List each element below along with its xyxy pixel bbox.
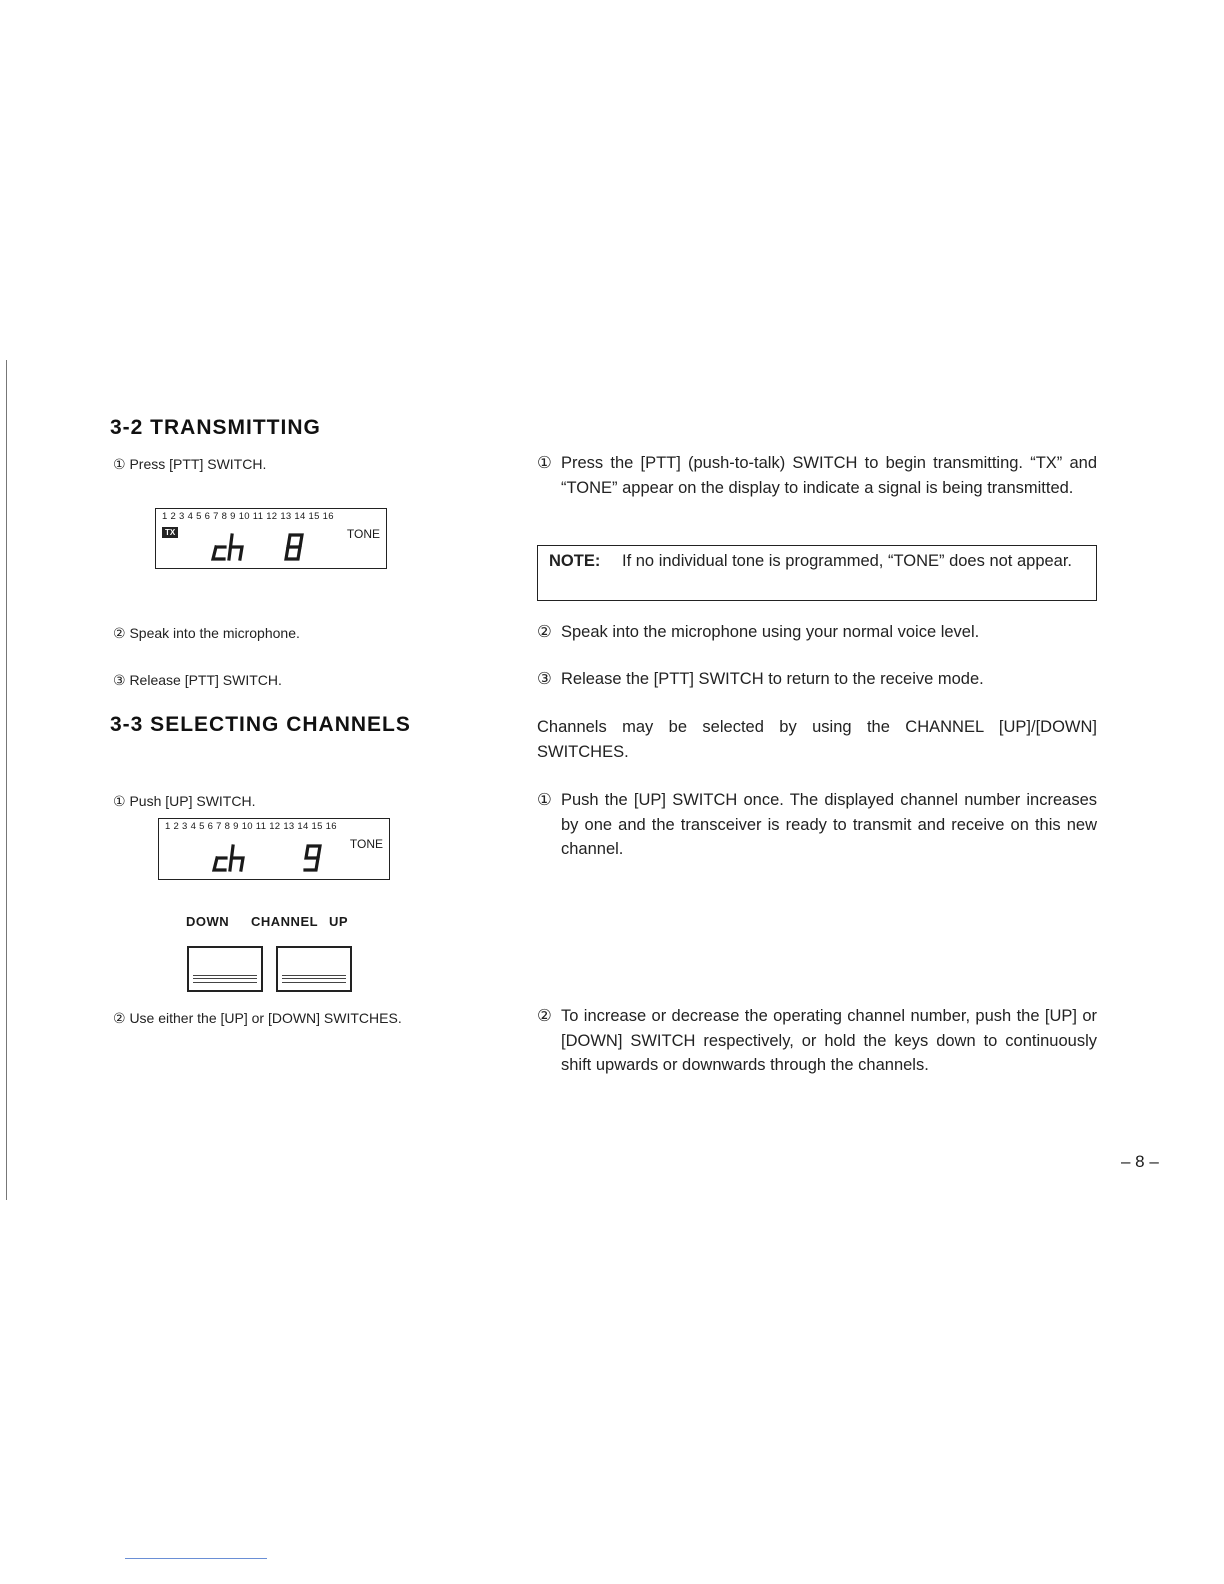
left-step-release: ③ Release [PTT] SWITCH. [113,672,282,688]
step-number: ② [537,623,552,641]
right-step-3-release [537,667,1097,692]
bottom-rule [125,1558,267,1559]
channel-label: CHANNEL [251,914,319,929]
right-step-2-speak [537,620,1097,645]
note-box [537,545,1097,601]
note-label: NOTE: [549,552,601,570]
down-label: DOWN [186,914,230,929]
step-text: Push the [UP] SWITCH once. The displayed channel number increases by one and the transceiver is ready to transmit and receive on this new channel. [561,791,1097,858]
switch-grip-lines [193,975,257,983]
step-number: ② [537,1007,552,1025]
step-number: ③ [537,670,552,688]
up-label: UP [329,914,349,929]
selecting-intro: Channels may be selected by using the CHANNEL [UP]/[DOWN] SWITCHES. [537,718,1097,761]
step-text: Speak into the microphone using your normal voice level. [561,623,980,641]
page-margin-line [6,360,7,1200]
tone-indicator: TONE [346,527,380,541]
lcd-readout-ch9 [159,819,389,879]
right-step-1-transmit [537,451,1097,500]
note-text: If no individual tone is programmed, “TONE” does not appear. [622,552,1073,570]
right-step-1-push-up [537,788,1097,862]
lcd-channel-numbers: 1 2 3 4 5 6 7 8 9 10 11 12 13 14 15 16 [165,821,337,832]
step-text: Press the [PTT] (push-to-talk) SWITCH to begin transmitting. “TX” and “TONE” appear on the display to indicate a signal is being transmitted. [561,454,1097,497]
up-switch-button[interactable] [276,946,352,992]
section-title-transmitting: 3-2 TRANSMITTING [110,416,321,439]
section-title-selecting-channels: 3-3 SELECTING CHANNELS [110,713,411,736]
tone-indicator: TONE [349,837,383,851]
lcd-display-ch8 [155,508,387,569]
step-number: ① [537,791,552,809]
left-step-push-up: ① Push [UP] SWITCH. [113,793,256,809]
step-number: ① [537,454,552,472]
step-text: Release the [PTT] SWITCH to return to the receive mode. [561,670,984,688]
page-number: – 8 – [1121,1152,1159,1171]
right-step-2-increase-decrease [537,1004,1097,1078]
switch-grip-lines [282,975,346,983]
left-step-use-either: ② Use either the [UP] or [DOWN] SWITCHES. [113,1010,402,1026]
lcd-display-ch9 [158,818,390,880]
left-step-speak: ② Speak into the microphone. [113,625,300,641]
tx-indicator: TX [162,527,178,538]
lcd-channel-numbers: 1 2 3 4 5 6 7 8 9 10 11 12 13 14 15 16 [162,511,334,522]
step-text: To increase or decrease the operating channel number, push the [UP] or [DOWN] SWITCH respectively, or hold the keys down to continuously shift upwards or downwards through the channels. [561,1007,1097,1074]
down-switch-button[interactable] [187,946,263,992]
lcd-readout-ch8 [156,509,386,568]
left-step-press-ptt: ① Press [PTT] SWITCH. [113,456,267,472]
